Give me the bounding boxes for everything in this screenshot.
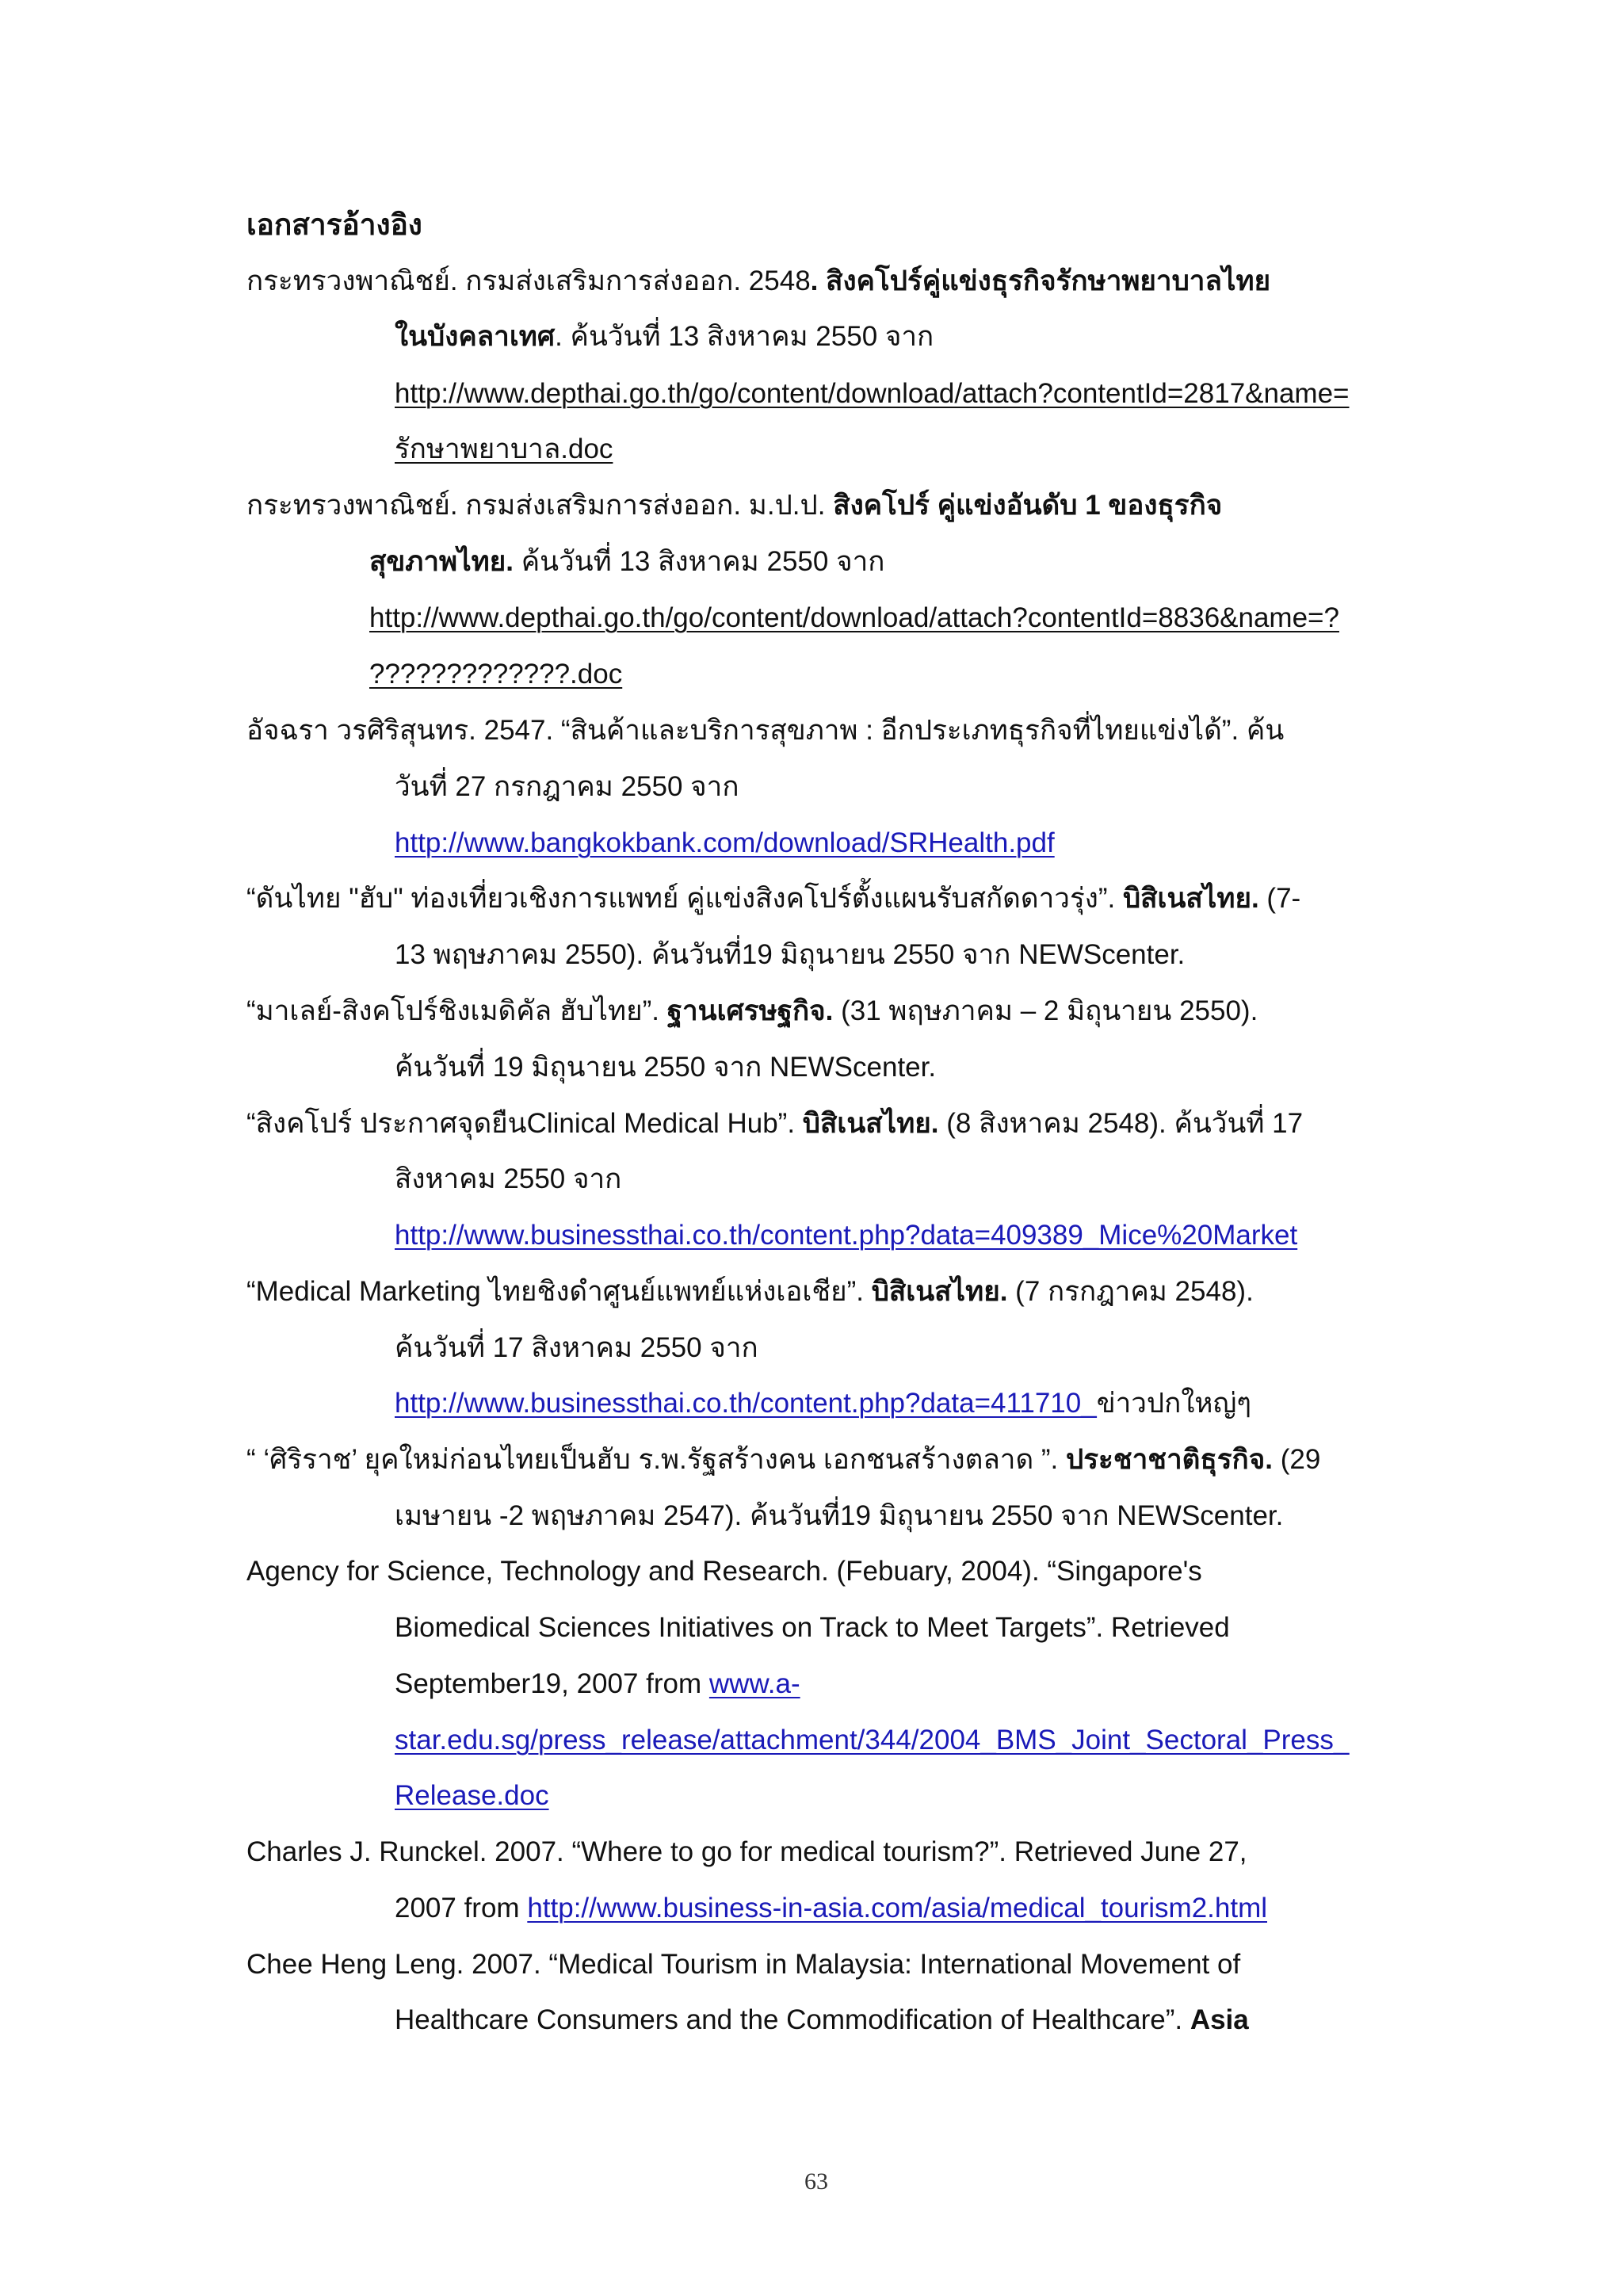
reference-2-url[interactable]: http://www.depthai.go.th/go/content/download/attach?contentId=8836&name=?: [369, 602, 1339, 633]
reference-7-line-1: “Medical Marketing ไทยชิงดำศูนย์แพทย์แห่งเอเชีย”. บิสิเนสไทย. (7 กรกฎาคม 2548).: [246, 1276, 1254, 1307]
reference-7-url[interactable]: http://www.businessthai.co.th/content.php?data=411710_: [395, 1388, 1097, 1419]
reference-4-line-2: 13 พฤษภาคม 2550). ค้นวันที่19 มิถุนายน 2550 จาก NEWScenter.: [395, 939, 1186, 970]
reference-1-line-2: ในบังคลาเทศ. ค้นวันที่ 13 สิงหาคม 2550 จาก: [395, 321, 934, 352]
reference-7-line-2: ค้นวันที่ 17 สิงหาคม 2550 จาก: [395, 1332, 758, 1363]
reference-6-line-1: “สิงคโปร์ ประกาศจุดยืนClinical Medical Hub”. บิสิเนสไทย. (8 สิงหาคม 2548). ค้นวันที่ 17: [246, 1108, 1304, 1139]
reference-1-url[interactable]: http://www.depthai.go.th/go/content/download/attach?contentId=2817&name=: [395, 378, 1350, 409]
reference-3-url[interactable]: http://www.bangkokbank.com/download/SRHealth.pdf: [395, 827, 1055, 858]
reference-3-line-1: อัจฉรา วรศิริสุนทร. 2547. “สินค้าและบริการสุขภาพ : อีกประเภทธุรกิจที่ไทยแข่งได้”. ค้น: [246, 715, 1285, 746]
reference-5-line-2: ค้นวันที่ 19 มิถุนายน 2550 จาก NEWScenter.: [395, 1052, 937, 1083]
reference-2-line-1: กระทรวงพาณิชย์. กรมส่งเสริมการส่งออก. ม.ป.ป. สิงคโปร์ คู่แข่งอันดับ 1 ของธุรกิจ: [246, 490, 1223, 521]
reference-10-line-2: 2007 from http://www.business-in-asia.com/asia/medical_tourism2.html: [395, 1893, 1267, 1924]
reference-1-line-1: กระทรวงพาณิชย์. กรมส่งเสริมการส่งออก. 2548. สิงคโปร์คู่แข่งธุรกิจรักษาพยาบาลไทย: [246, 266, 1271, 296]
reference-3-line-2: วันที่ 27 กรกฎาคม 2550 จาก: [395, 771, 739, 802]
reference-10-url[interactable]: http://www.business-in-asia.com/asia/medical_tourism2.html: [527, 1893, 1267, 1924]
reference-1-url-cont[interactable]: รักษาพยาบาล.doc: [395, 434, 613, 464]
reference-9-line-2: Biomedical Sciences Initiatives on Track to Meet Targets”. Retrieved: [395, 1612, 1230, 1643]
reference-9-url-end[interactable]: Release.doc: [395, 1780, 549, 1811]
reference-9-url[interactable]: www.a-: [708, 1668, 800, 1699]
references-heading: เอกสารอ้างอิง: [246, 208, 422, 241]
reference-6-line-2: สิงหาคม 2550 จาก: [395, 1163, 622, 1194]
reference-2-url-cont[interactable]: ?????????????.doc: [369, 659, 623, 690]
reference-9-line-3: September19, 2007 from www.a-: [395, 1668, 800, 1699]
reference-10-line-1: Charles J. Runckel. 2007. “Where to go for medical tourism?”. Retrieved June 27,: [246, 1836, 1247, 1867]
reference-4-line-1: “ดันไทย "ฮับ" ท่องเที่ยวเชิงการแพทย์ คู่แข่งสิงคโปร์ตั้งแผนรับสกัดดาวรุ่ง”. บิสิเนสไทย. (7-: [246, 883, 1301, 914]
reference-9-line-1: Agency for Science, Technology and Research. (Febuary, 2004). “Singapore's: [246, 1556, 1202, 1587]
reference-8-line-1: “ ‘ศิริราช’ ยุคใหม่ก่อนไทยเป็นฮับ ร.พ.รัฐสร้างคน เอกชนสร้างตลาด ”. ประชาชาติธุรกิจ. (29: [246, 1444, 1321, 1475]
reference-2-line-2: สุขภาพไทย. ค้นวันที่ 13 สิงหาคม 2550 จาก: [369, 546, 885, 577]
reference-11-line-2: Healthcare Consumers and the Commodification of Healthcare”. Asia: [395, 2004, 1249, 2035]
reference-5-line-1: “มาเลย์-สิงคโปร์ชิงเมดิคัล ฮับไทย”. ฐานเศรษฐกิจ. (31 พฤษภาคม – 2 มิถุนายน 2550).: [246, 995, 1258, 1026]
reference-7-line-3: http://www.businessthai.co.th/content.php?data=411710_ข่าวปกใหญ่ๆ: [395, 1388, 1252, 1419]
reference-9-url-cont[interactable]: star.edu.sg/press_release/attachment/344/2004_BMS_Joint_Sectoral_Press_: [395, 1725, 1350, 1755]
reference-6-url[interactable]: http://www.businessthai.co.th/content.php?data=409389_Mice%20Market: [395, 1220, 1298, 1251]
reference-8-line-2: เมษายน -2 พฤษภาคม 2547). ค้นวันที่19 มิถุนายน 2550 จาก NEWScenter.: [395, 1500, 1284, 1531]
reference-11-line-1: Chee Heng Leng. 2007. “Medical Tourism in Malaysia: International Movement of: [246, 1949, 1241, 1980]
page-number: 63: [804, 2168, 828, 2195]
